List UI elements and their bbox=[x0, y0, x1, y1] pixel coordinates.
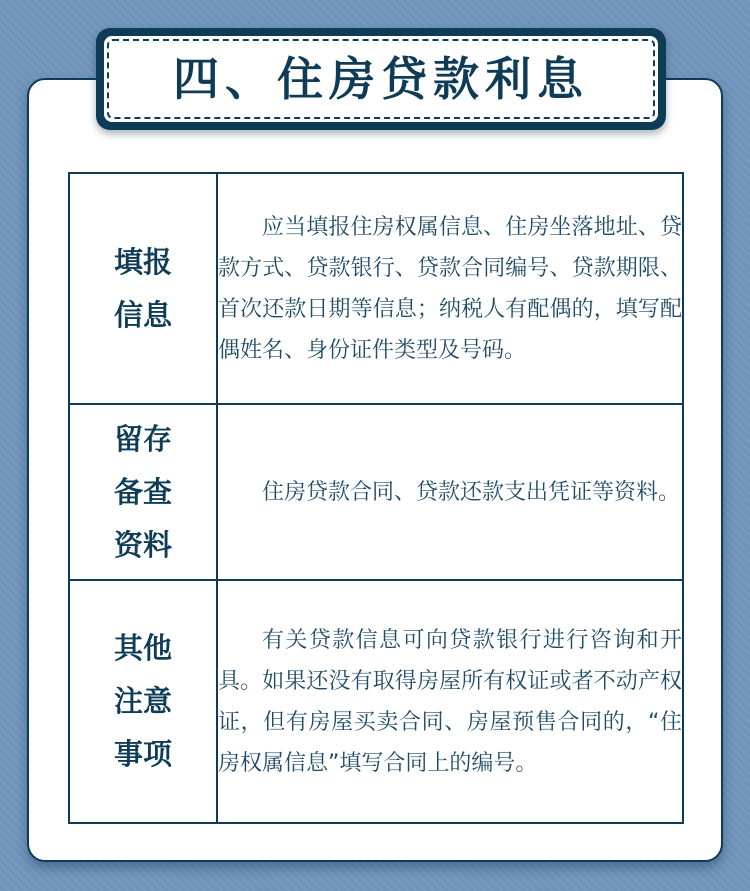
row-content-text: 有关贷款信息可向贷款银行进行咨询和开具。如果还没有取得房屋所有权证或者不动产权证，但有房屋买卖合同、房屋预售合同的，“住房权属信息”填写合同上的编号。 bbox=[218, 627, 682, 776]
row-content bbox=[217, 404, 683, 580]
title-dashed-frame bbox=[107, 39, 655, 119]
info-table bbox=[68, 172, 684, 824]
row-label-line: 填报 bbox=[113, 244, 172, 279]
row-label-line: 注意 bbox=[113, 684, 172, 718]
row-label-line: 留存 bbox=[113, 421, 172, 456]
row-content bbox=[217, 580, 683, 823]
row-label-line: 事项 bbox=[113, 737, 172, 771]
row-label-line: 资料 bbox=[113, 527, 172, 562]
title-banner bbox=[96, 28, 666, 130]
row-label-line: 备查 bbox=[113, 474, 172, 509]
row-label bbox=[69, 404, 217, 580]
row-content bbox=[217, 173, 683, 404]
row-label-line: 信息 bbox=[113, 297, 172, 332]
row-label bbox=[69, 173, 217, 404]
table-row-retained-docs bbox=[69, 404, 683, 580]
row-label bbox=[69, 580, 217, 823]
row-label-line: 其他 bbox=[113, 631, 172, 665]
table-row-fill-info bbox=[69, 173, 683, 404]
page-title: 四、住房贷款利息 bbox=[173, 52, 589, 106]
table-row-other-notes bbox=[69, 580, 683, 823]
row-content-text: 应当填报住房权属信息、住房坐落地址、贷款方式、贷款银行、贷款合同编号、贷款期限、首次还款日期等信息；纳税人有配偶的，填写配偶姓名、身份证件类型及号码。 bbox=[218, 214, 682, 363]
row-content-text: 住房贷款合同、贷款还款支出凭证等资料。 bbox=[262, 479, 681, 505]
